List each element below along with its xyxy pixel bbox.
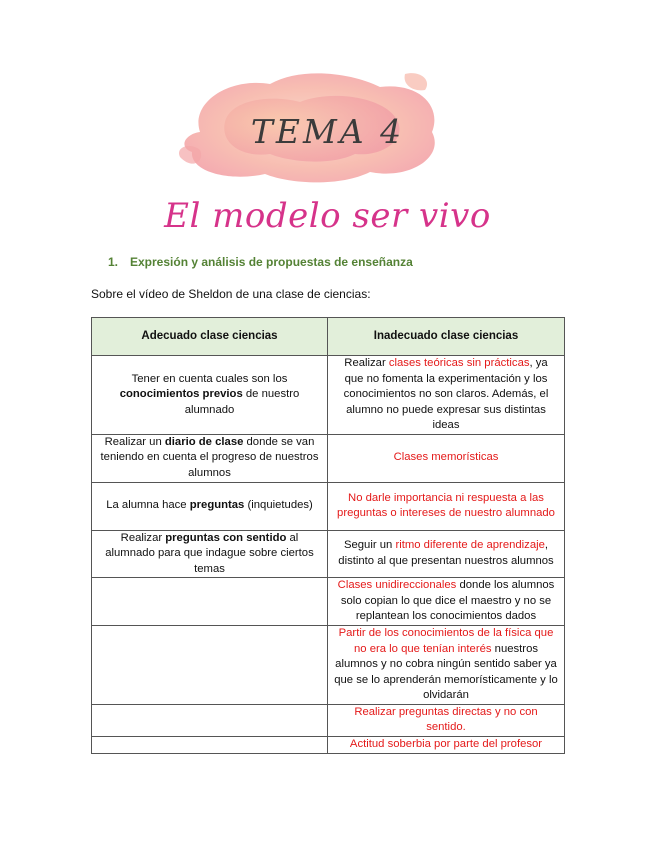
table-row <box>92 356 565 435</box>
cell-text-red: No darle importancia ni respuesta a las preguntas o intereses de nuestro alumnado <box>337 491 555 519</box>
cell-text-bold: conocimientos previos <box>119 388 243 400</box>
cell-text: de nuestro alumnado <box>184 388 300 416</box>
header-inadecuado: Inadecuado clase ciencias <box>328 318 565 356</box>
cell-text: Realizar <box>344 357 389 369</box>
table-row <box>92 530 565 578</box>
table-row <box>92 626 565 705</box>
cell-text-bold: preguntas con sentido <box>165 531 287 544</box>
cell-text-bold: preguntas <box>189 499 245 512</box>
cell-text-red: Realizar preguntas directas y no con sentido. <box>354 705 538 733</box>
cell-text: La alumna hace <box>106 499 190 512</box>
table-cell-adecuado <box>92 482 328 530</box>
table-cell-inadecuado <box>328 578 565 626</box>
cell-text: (inquietudes) <box>244 499 313 512</box>
cell-text-red: ritmo diferente de aprendizaje <box>395 539 545 552</box>
table-row <box>92 482 565 530</box>
intro-text: Sobre el vídeo de Sheldon de una clase de ciencias: <box>91 287 371 301</box>
table-cell-inadecuado <box>328 626 565 705</box>
table-cell-adecuado-empty <box>92 578 328 626</box>
comparison-table <box>91 317 565 754</box>
cell-text-red: clases teóricas sin prácticas <box>388 357 530 369</box>
table-cell-inadecuado <box>328 736 565 753</box>
table-cell-adecuado-empty <box>92 626 328 705</box>
table-row <box>92 578 565 626</box>
table-row <box>92 434 565 482</box>
table-cell-adecuado-empty <box>92 736 328 753</box>
cell-text: al alumnado para que indague sobre ciertos temas <box>105 531 314 575</box>
cell-text-red: Clases unidireccionales <box>337 579 457 592</box>
section-number: 1. <box>108 255 119 269</box>
cell-text: donde los alumnos solo copian lo que dice el maestro y no se replantean los conocimientos dados <box>340 579 555 623</box>
table-cell-adecuado <box>92 530 328 578</box>
table-cell-adecuado <box>92 356 328 435</box>
cell-text: Realizar un <box>104 435 165 448</box>
cell-text: , ya que no fomenta la experimentación y los conocimientos no son claros. Además, el alumno no puede expresar sus distintas ideas <box>343 357 549 431</box>
cell-text: nuestros alumnos y no cobra ningún sentido saber ya que se lo aprenderán memorísticamente y lo olvidarán <box>334 642 558 701</box>
cell-text: Tener en cuenta cuales son los <box>131 372 288 385</box>
table-cell-inadecuado <box>328 434 565 482</box>
document-title: El modelo ser vivo <box>164 196 491 236</box>
cell-text: Realizar <box>120 531 166 544</box>
table-cell-inadecuado <box>328 356 565 435</box>
cell-text: , distinto al que presentan nuestros alumnos <box>338 539 554 567</box>
cell-text-red: Partir de los conocimientos de la física que no era lo que tenían interés <box>338 627 554 655</box>
header-adecuado: Adecuado clase ciencias <box>92 318 328 356</box>
cell-text: donde se van teniendo en cuenta el progreso de nuestros alumnos <box>100 435 319 479</box>
cell-text-red: Actitud soberbia por parte del profesor <box>349 737 543 750</box>
cell-text-red: Clases memorísticas <box>393 451 499 464</box>
section-heading-text: Expresión y análisis de propuestas de enseñanza <box>130 255 413 269</box>
table-cell-adecuado <box>92 434 328 482</box>
table-row <box>92 704 565 736</box>
table-cell-inadecuado <box>328 530 565 578</box>
tema-heading: TEMA 4 <box>250 112 405 151</box>
table-cell-inadecuado <box>328 482 565 530</box>
cell-text: Seguir un <box>343 539 396 552</box>
table-cell-adecuado-empty <box>92 704 328 736</box>
cell-text-bold: diario de clase <box>164 435 244 448</box>
table-header-row <box>92 318 565 356</box>
table-row <box>92 736 565 753</box>
table-cell-inadecuado <box>328 704 565 736</box>
section-heading <box>108 255 413 269</box>
